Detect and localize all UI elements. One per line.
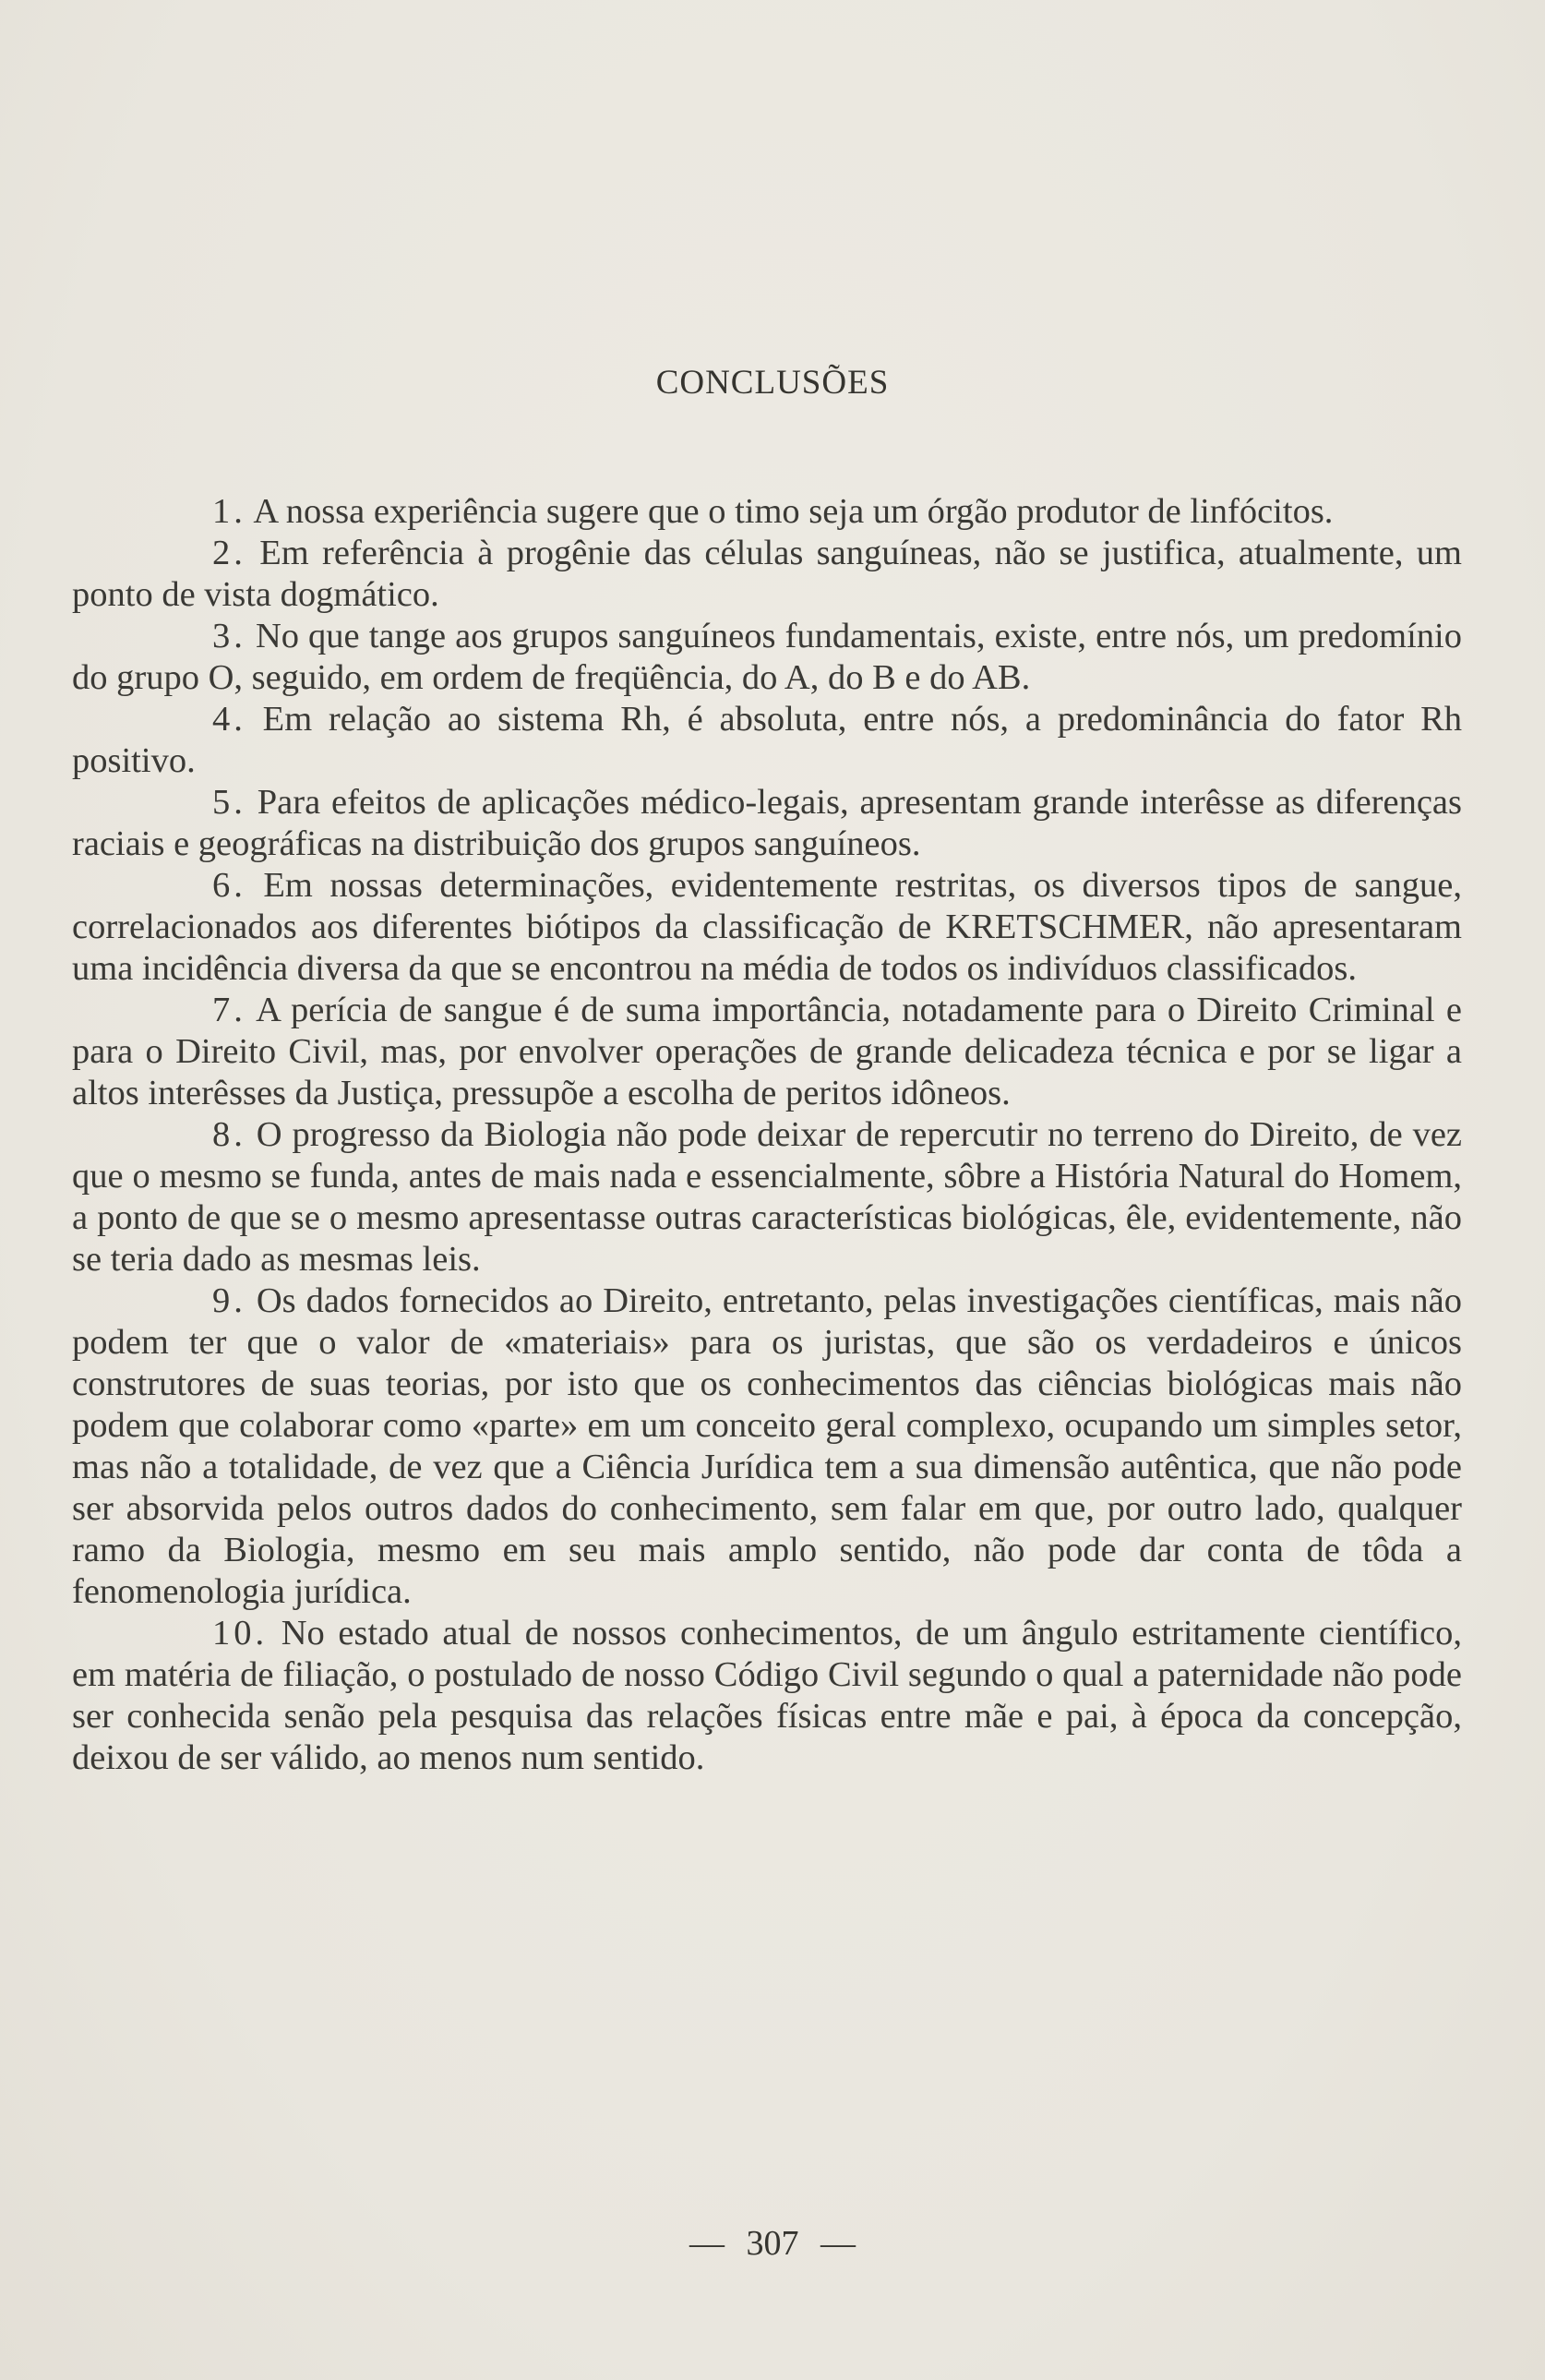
conclusions-body xyxy=(72,491,1462,1779)
paragraph-text: Para efeitos de aplicações médico-legais, apresentam grande interêsse as diferenças raciais e geográficas na distribuição dos grupos sanguíneos. xyxy=(72,783,1462,863)
conclusion-paragraph-10 xyxy=(72,1613,1462,1779)
page-title: CONCLUSÕES xyxy=(655,364,890,402)
paragraph-text: Os dados fornecidos ao Direito, entretanto, pelas investigações científicas, mais não podem ter que o valor de «materiais» para os juristas, que são os verdadeiros e únicos construtores de suas teorias, por isto que os conhecimentos das ciências biológicas mais não podem que colaborar como «parte» em um conceito geral complexo, ocupando um simples setor, mas não a totalidade, de vez que a Ciência Jurídica tem a sua dimensão autêntica, que não pode ser absorvida pelos outros dados do conhecimento, sem falar em que, por outro lado, qualquer ramo da Biologia, mesmo em seu mais amplo sentido, não pode dar conta de tôda a fenomenologia jurídica. xyxy=(72,1281,1462,1611)
conclusion-paragraph-8 xyxy=(72,1114,1462,1280)
conclusion-paragraph-4 xyxy=(72,699,1462,782)
conclusion-paragraph-6 xyxy=(72,865,1462,990)
paragraph-number: 3. xyxy=(212,617,246,655)
paragraph-text: No que tange aos grupos sanguíneos fundamentais, existe, entre nós, um predomínio do grupo O, seguido, em ordem de freqüência, do A, do B e do AB. xyxy=(72,617,1463,697)
conclusion-paragraph-1 xyxy=(72,491,1462,533)
paragraph-text: No estado atual de nossos conhecimentos, de um ângulo estritamente científico, em matéria de filiação, o postulado de nosso Código Civil segundo o qual a paternidade não pode ser conhecida senão pela pesquisa das relações físicas entre mãe e pai, à época da concepção, deixou de ser válido, ao menos num sentido. xyxy=(72,1614,1462,1777)
conclusion-paragraph-9 xyxy=(72,1280,1462,1613)
conclusion-paragraph-5 xyxy=(72,782,1462,865)
paragraph-number: 2. xyxy=(212,534,246,572)
paragraph-number: 4. xyxy=(212,700,246,739)
conclusion-paragraph-2 xyxy=(72,533,1462,616)
paragraph-number: 8. xyxy=(212,1115,246,1154)
paragraph-number: 5. xyxy=(212,783,246,822)
page-number: — 307 — xyxy=(689,2224,856,2263)
paragraph-text: A nossa experiência sugere que o timo seja um órgão produtor de linfócitos. xyxy=(253,492,1334,531)
paragraph-text: O progresso da Biologia não pode deixar de repercutir no terreno do Direito, de vez que o mesmo se funda, antes de mais nada e essencialmente, sôbre a História Natural do Homem, a ponto de que se o mesmo apresentasse outras características biológicas, êle, evidentemente, não se teria dado as mesmas leis. xyxy=(72,1115,1463,1279)
paragraph-number: 7. xyxy=(212,991,246,1029)
paragraph-number: 10. xyxy=(212,1614,269,1653)
paragraph-number: 1. xyxy=(212,492,246,531)
paragraph-number: 9. xyxy=(212,1281,246,1320)
paragraph-text: Em referência à progênie das células sanguíneas, não se justifica, atualmente, um ponto de vista dogmático. xyxy=(72,534,1462,614)
paragraph-text: Em nossas determinações, evidentemente restritas, os diversos tipos de sangue, correlacionados aos diferentes biótipos da classificação de KRETSCHMER, não apresentaram uma incidência diversa da que se encontrou na média de todos os indivíduos classificados. xyxy=(72,866,1462,988)
conclusion-paragraph-7 xyxy=(72,990,1462,1114)
conclusion-paragraph-3 xyxy=(72,616,1462,699)
paragraph-text: A perícia de sangue é de suma importância, notadamente para o Direito Criminal e para o Direito Civil, mas, por envolver operações de grande delicadeza técnica e por se ligar a altos interêsses da Justiça, pressupõe a escolha de peritos idôneos. xyxy=(72,991,1462,1112)
paragraph-text: Em relação ao sistema Rh, é absoluta, entre nós, a predominância do fator Rh positivo. xyxy=(72,700,1462,780)
paragraph-number: 6. xyxy=(212,866,246,905)
